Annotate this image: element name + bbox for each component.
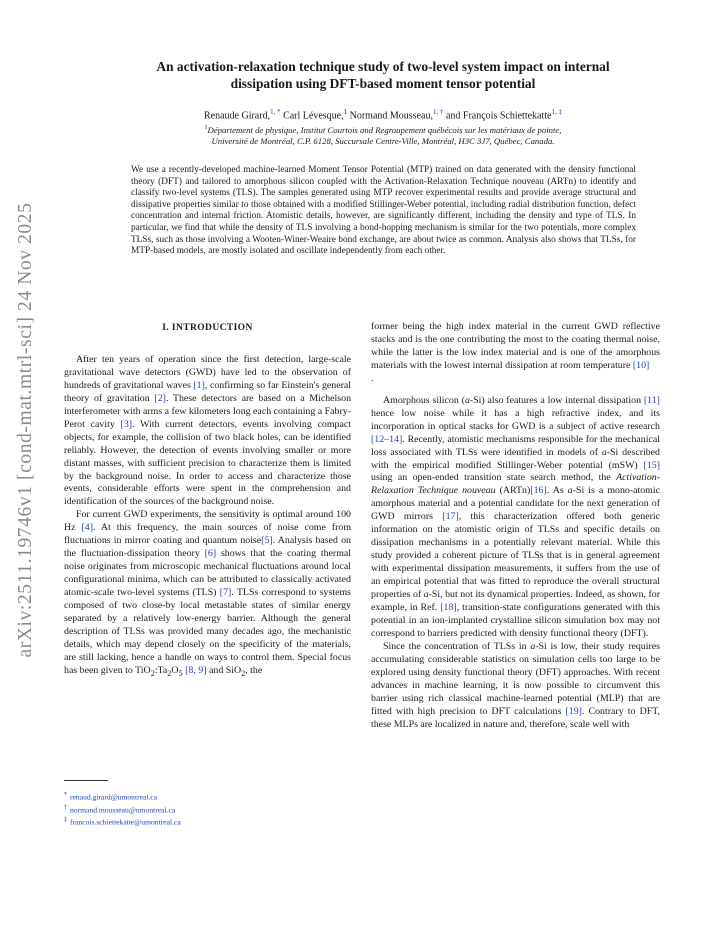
citation-link[interactable]: [16] (530, 485, 547, 497)
text-span: (ARTn) (495, 485, 531, 497)
citation-link[interactable]: [1] (193, 379, 205, 391)
citation-link[interactable]: [3] (120, 418, 133, 430)
footnote-mark: † (64, 804, 67, 811)
text-span: -Si described with the empirical modified Stillinger-Weber potential (mSW) (371, 446, 660, 471)
subscript: 5 (178, 668, 183, 678)
text-span: For current GWD experiments, the sensitivity is optimal around 100 Hz (64, 509, 351, 534)
text-span: , transition-state configurations generated with this potential in an ion-implanted crystalline silicon simulation box may not correspond to barriers predicted with density functional theory (DFT). (371, 602, 660, 639)
text-span: -Si is a mono-atomic amorphous material and a potential candidate for the next generation of GWD mirrors (371, 485, 660, 523)
citation-link[interactable]: [11] (643, 394, 660, 406)
email-link-girard[interactable]: renaud.girard@umontreal.ca (70, 792, 158, 802)
footnotes (64, 790, 351, 828)
arxiv-identifier: arXiv:2511.19746v1 [cond-mat.mtrl-sci] 24 Nov 2025 (15, 202, 36, 658)
subscript: 2 (241, 668, 246, 678)
italic-a: a (567, 485, 573, 497)
italic-a: a (601, 446, 607, 458)
right-column (371, 321, 660, 732)
citation-link[interactable]: [7] (219, 587, 232, 599)
text-span: . As (546, 485, 568, 497)
text-span: and SiO (206, 664, 242, 676)
text-span: using an open-ended transition state search method, the (371, 472, 617, 484)
text-span: -Si is low, their study requires accumulating considerable statistics on simulation cells too large to be explored using density functional theory (DFT) approaches. With recent advances in machine learning, it is now possible to circumvent this barrier using rich classical machine-learned potential (MLP) that are fitted with high precision to DFT calculations (371, 640, 660, 717)
italic-a: a (530, 640, 536, 652)
author-1-mark[interactable]: 1, * (270, 108, 281, 116)
affiliation-mark: 1 (204, 125, 208, 131)
text-span: shows that the coating thermal noise originates from microscopic mechanical fluctuations around local configurational minima, which can be attributed to classically activated atomic-scale two-level systems (TLS) (64, 548, 351, 599)
subscript: 2 (167, 668, 172, 678)
citation-link[interactable]: [15] (643, 459, 660, 471)
title-line-1: An activation-relaxation technique study of two-level system impact on internal (156, 59, 610, 74)
author-and: and (445, 110, 461, 122)
right-paragraph-3 (371, 641, 660, 732)
text-span: . Contrary to DFT, these MLPs are localized in nature and, therefore, scale well with (371, 705, 660, 730)
text-span: . With current detectors, events involving compact objects, for example, the collision of two black holes, can be identified reliably. However, the detection of events involving smaller or more distant masses, with sufficient precision to characterize them is limited by the background noise. In order to access and characterize those events, considerable efforts were spent in the comprehension and identification of the sources of the background noise. (64, 418, 351, 508)
text-span: After ten years of operation since the first detection, large-scale gravitational wave detectors (GWD) have led to the observation of hundreds of gravitational waves (64, 353, 351, 391)
artn-name: Activation-Relaxation Technique nouveau (371, 472, 660, 497)
text-span: Amorphous silicon ( (383, 394, 465, 406)
footnote-mark: * (64, 792, 67, 798)
text-span: former being the high index material in the current GWD reflective stacks and is the one contributing the most to the coating thermal noise, while the latter is the low index material and is one of the amorphous materials with the lowest internal dissipation at room temperature (371, 321, 660, 371)
left-column (64, 322, 351, 681)
text-span: -Si) also features a low internal dissipation (469, 394, 644, 406)
citation-link[interactable]: [19] (565, 705, 582, 717)
text-span: . TLSs correspond to systems composed of two close-by local metastable states of similar energy separated by a relatively low-energy barrier. Although the general description of TLSs was provided many decades ago, the mechanistic details, which may depend closely on the specificity of the materials, are still lacking, hence a handle on ways to control them. Special focus has been given to TiO (64, 587, 351, 676)
author-3-mark[interactable]: 1, † (432, 108, 444, 116)
text-span: . (371, 372, 374, 384)
section-heading: I. INTRODUCTION (162, 323, 253, 333)
author-2: Carl Lévesque, (283, 110, 344, 122)
footnote-mark: ‡ (64, 817, 67, 824)
citation-link[interactable]: [2] (154, 392, 166, 404)
italic-a: a (464, 394, 470, 406)
affiliation-line-2: Université de Montréal, C.P. 6128, Succursale Centre-Ville, Montréal, H3C 3J7, Québec, Canada. (211, 136, 555, 147)
text-span: Since the concentration of TLSs in (383, 640, 531, 652)
right-paragraph-2 (371, 395, 660, 641)
subscript: 2 (150, 668, 155, 678)
text-span: . Recently, atomistic mechanisms responsible for the mechanical loss associated with TLSs were identified in models of (371, 433, 660, 458)
text-span: . Analysis based on the fluctuation-dissipation theory (64, 535, 351, 560)
affiliation (80, 123, 686, 148)
text-span: , confirming so far Einstein's general theory of gravitation (64, 379, 351, 404)
citation-link[interactable]: [10] (632, 359, 650, 371)
title-line-2: dissipation using DFT-based moment tensor potential (230, 76, 536, 91)
text-span: , this characterization offered both generic information on the atomistic origin of TLSs and specific details on dissipation mechanisms in a potentially relevant material. While this study provided a coherent picture of TLSs that is in general agreement with experimental dissipation measurements, it suffers from the use of an empirical potential that was fitted to reproduce the overall structural properties of (371, 511, 660, 601)
author-list (80, 106, 686, 122)
author-2-mark: 1 (343, 108, 348, 116)
email-link-schiettekatte[interactable]: francois.schiettekatte@umontreal.ca (70, 817, 181, 827)
abstract: We use a recently-developed machine-learned Moment Tensor Potential (MTP) trained on data generated with the density functional theory (DFT) and tailored to amorphous silicon coupled with the Activation-Relaxation Technique nouveau (ARTn) to identify and classify two-level systems (TLS). The samples generated using MTP recover experimental results and provide average structural and dissipative properties similar to those obtained with a modified Stillinger-Weber potential, including radial distribution function, defect concentration and internal friction. Atomistic details, however, are significantly different, including the density and type of TLS. In particular, we find that while the density of TLS involving a bond-hopping mechanism is similar for the two potentials, more complex TLSs, such as those involving a Wooten-Winer-Weaire bond exchange, are about twice as common. Analysis also shows that TLSs, for MTP-based models, are mostly isolated and oscillate independently from each other. (131, 165, 636, 257)
citation-link[interactable]: [12–14] (371, 433, 403, 445)
text-span: :Ta (154, 664, 168, 676)
citation-link[interactable]: [18] (440, 602, 457, 614)
author-3: Normand Mousseau, (349, 110, 433, 122)
text-span: hence low noise while it has a high refractive index, and its incorporation in optical stacks for GWD is a subject of active research (371, 407, 660, 432)
citation-link[interactable]: [8, 9] (185, 664, 207, 676)
text-span: -Si, but not its dynamical properties. Indeed, as shown, for example, in Ref. (371, 589, 660, 614)
right-paragraph-1 (371, 321, 660, 386)
italic-a: a (423, 589, 429, 601)
author-4: François Schiettekatte (462, 110, 552, 122)
intro-paragraph-1 (64, 354, 351, 509)
arxiv-sidebar (4, 200, 48, 660)
citation-link[interactable]: [17] (442, 511, 459, 523)
text-span: . These detectors are based on a Michelson interferometer with arms a few kilometers long each containing a Fabry-Perot cavity (64, 392, 352, 430)
citation-link[interactable]: [5] (261, 535, 273, 547)
citation-link[interactable]: [4] (81, 522, 93, 534)
affiliation-line-1: Département de physique, Institut Courtois and Regroupement québécois sur les matériaux de pointe, (207, 124, 562, 135)
paper-title (80, 58, 686, 92)
citation-link[interactable]: [6] (204, 548, 217, 560)
author-1: Renaude Girard, (203, 110, 271, 122)
intro-paragraph-2 (64, 509, 351, 680)
email-link-mousseau[interactable]: normand.mousseau@umontreal.ca (70, 805, 176, 815)
text-span: O (171, 664, 179, 676)
text-span: . At this frequency, the main sources of noise come from fluctuations in mirror coating and quantum noise (64, 522, 352, 547)
footnote-rule (64, 780, 108, 781)
text-span: , the (245, 664, 263, 676)
author-4-mark[interactable]: 1, ‡ (551, 108, 562, 116)
